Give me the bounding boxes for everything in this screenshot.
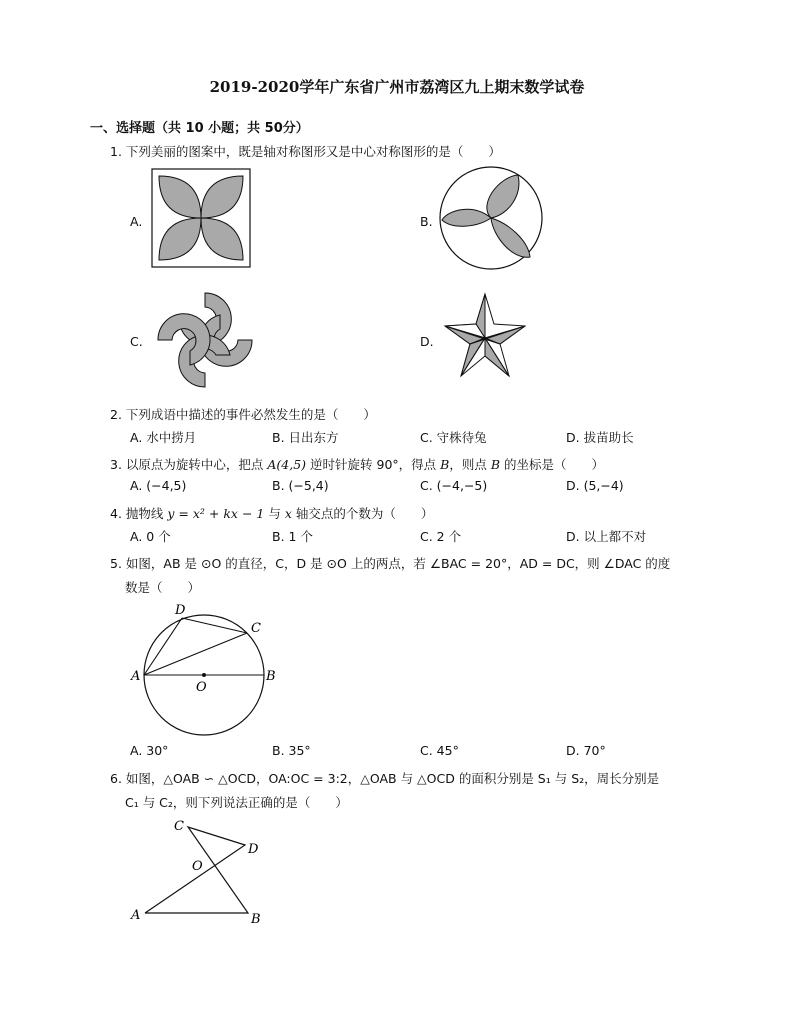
q6-label-a: A xyxy=(131,908,141,923)
q5-label-d: D xyxy=(175,603,186,618)
q5-label-a: A xyxy=(131,669,141,684)
section-heading: 一、选择题（共 10 小题；共 50分） xyxy=(90,121,309,136)
q5-option-a: A. 30° xyxy=(130,743,169,758)
q5-circle-figure xyxy=(128,598,288,748)
q5-option-d: D. 70° xyxy=(566,743,606,758)
q3-point-b2: B xyxy=(490,457,501,472)
q4-option-c: C. 2 个 xyxy=(420,529,462,544)
q3-stem-c: ，则点 xyxy=(449,457,487,472)
q2-option-a: A. 水中捞月 xyxy=(130,430,197,445)
q2-option-c: C. 守株待兔 xyxy=(420,430,487,445)
q4-stem-a: 4. 抛物线 xyxy=(110,506,164,521)
q1-figure-a xyxy=(151,168,251,268)
question-4-stem xyxy=(110,504,433,522)
q3-option-b: B. (−5,4) xyxy=(272,478,329,493)
q3-option-d: D. (5,−4) xyxy=(566,478,624,493)
q5-label-c: C xyxy=(251,621,261,636)
q3-stem-b: 逆时针旋转 90°，得点 xyxy=(310,457,437,472)
q6-label-b: B xyxy=(251,912,261,927)
q1-label-d: D. xyxy=(420,334,434,349)
question-6-line-1: 6. 如图，△OAB ∽ △OCD，OA:OC = 3:2，△OAB 与 △OCD 的面积分别是 S₁ 与 S₂，周长分别是 xyxy=(110,771,660,786)
q1-label-a: A. xyxy=(130,214,143,229)
q4-option-d: D. 以上都不对 xyxy=(566,529,647,544)
q1-label-c: C. xyxy=(130,334,143,349)
q6-label-d: D xyxy=(248,842,259,857)
q1-figure-c xyxy=(150,285,260,395)
q4-stem-b: 与 xyxy=(268,506,281,521)
q3-option-a: A. (−4,5) xyxy=(130,478,187,493)
q2-option-d: D. 拔苗助长 xyxy=(566,430,634,445)
question-5-line-1: 5. 如图，AB 是 ⊙O 的直径，C，D 是 ⊙O 上的两点，若 ∠BAC = 20°，AD = DC，则 ∠DAC 的度 xyxy=(110,556,671,571)
q6-triangle-figure xyxy=(125,815,275,930)
question-2-stem: 2. 下列成语中描述的事件必然发生的是（ ） xyxy=(110,407,376,422)
question-6-line-2: C₁ 与 C₂，则下列说法正确的是（ ） xyxy=(125,795,348,810)
q3-stem-a: 3. 以原点为旋转中心，把点 xyxy=(110,457,264,472)
q3-point-b: B xyxy=(440,457,450,472)
q5-label-o: O xyxy=(196,680,207,695)
q5-label-b: B xyxy=(266,669,276,684)
q1-figure-d xyxy=(443,292,527,382)
q5-option-b: B. 35° xyxy=(272,743,311,758)
q4-stem-c: 轴交点的个数为（ ） xyxy=(295,506,434,521)
question-3-stem xyxy=(110,455,604,473)
q2-option-b: B. 日出东方 xyxy=(272,430,339,445)
q6-label-c: C xyxy=(174,819,184,834)
q4-option-b: B. 1 个 xyxy=(272,529,313,544)
question-1-stem: 1. 下列美丽的图案中，既是轴对称图形又是中心对称图形的是（ ） xyxy=(110,144,501,159)
q3-option-c: C. (−4,−5) xyxy=(420,478,488,493)
page-title: 2019-2020学年广东省广州市荔湾区九上期末数学试卷 xyxy=(209,78,585,96)
q4-expression: y = x² + kx − 1 xyxy=(167,506,265,521)
q1-figure-b xyxy=(438,165,544,271)
q1-label-b: B. xyxy=(420,214,433,229)
q4-option-a: A. 0 个 xyxy=(130,529,171,544)
q4-x-var: x xyxy=(284,506,292,521)
question-5-line-2: 数是（ ） xyxy=(125,580,201,595)
q3-point-a: A(4,5) xyxy=(267,457,307,472)
q6-label-o: O xyxy=(192,859,203,874)
q3-stem-d: 的坐标是（ ） xyxy=(504,457,605,472)
q5-option-c: C. 45° xyxy=(420,743,459,758)
